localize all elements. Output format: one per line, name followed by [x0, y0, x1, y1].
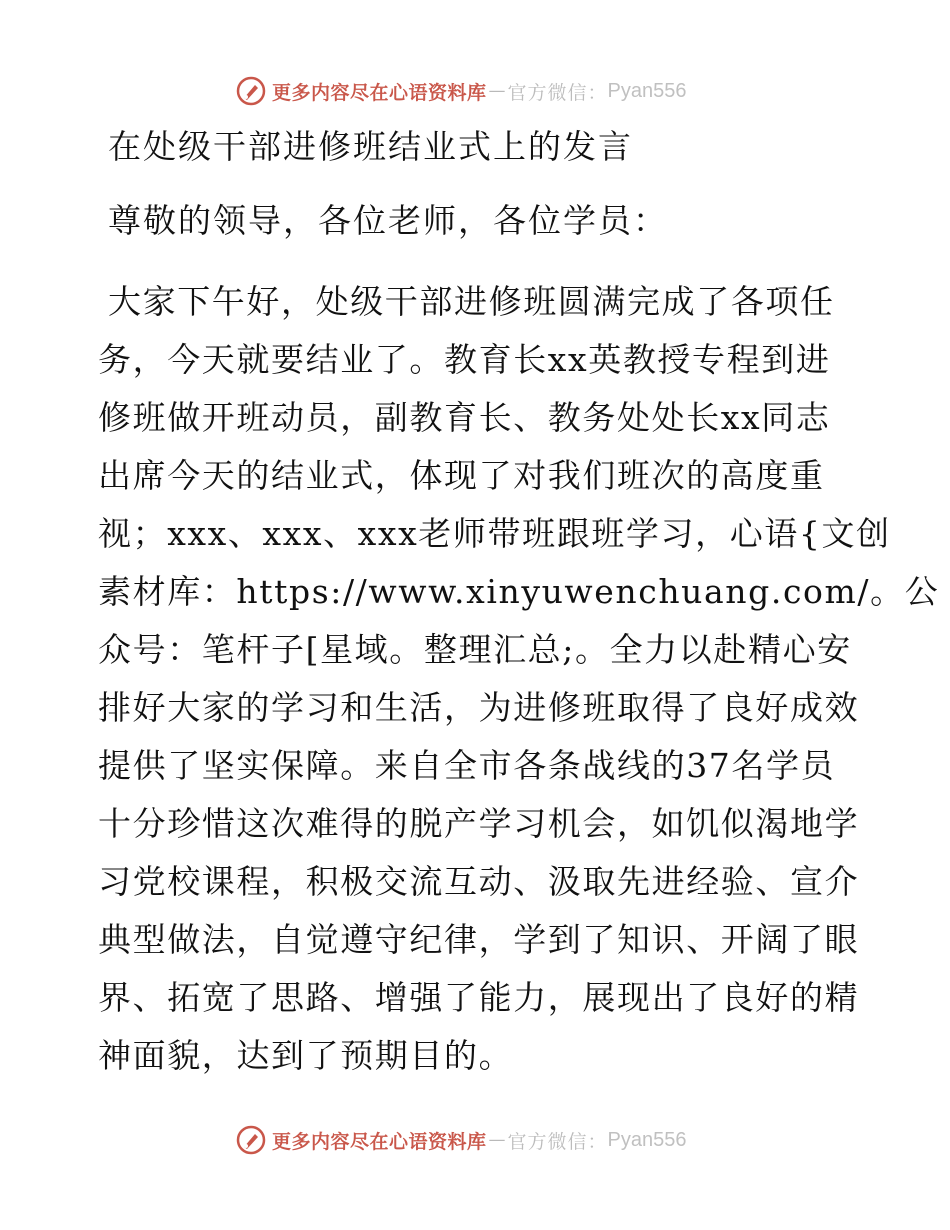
watermark-id: Pyan556	[607, 79, 687, 102]
paragraph-line: 出席今天的结业式，体现了对我们班次的高度重	[98, 456, 825, 495]
watermark-separator: —	[488, 81, 506, 101]
watermark-label: 官方微信：	[507, 81, 608, 104]
header-watermark	[236, 74, 687, 108]
watermark-brand: 更多内容尽在心语资料库	[272, 81, 487, 104]
paragraph-line: 修班做开班动员，副教育长、教务处处长xx同志	[98, 398, 831, 437]
paragraph-line: 大家下午好，处级干部进修班圆满完成了各项任	[108, 282, 835, 321]
paragraph-line: 神面貌，达到了预期目的。	[98, 1036, 514, 1075]
watermark-separator: —	[488, 1130, 506, 1150]
paragraph-line: 排好大家的学习和生活，为进修班取得了良好成效	[98, 688, 860, 727]
paragraph-line: 典型做法，自觉遵守纪律，学到了知识、开阔了眼	[98, 920, 860, 959]
paragraph-line: 习党校课程，积极交流互动、汲取先进经验、宣介	[98, 862, 860, 901]
body-paragraph	[98, 273, 940, 1085]
pen-nib-logo-icon	[236, 76, 266, 106]
salutation: 尊敬的领导，各位老师，各位学员：	[108, 201, 668, 240]
watermark-brand: 更多内容尽在心语资料库	[272, 1130, 487, 1153]
paragraph-line: 提供了坚实保障。来自全市各条战线的37名学员	[98, 746, 836, 785]
paragraph-line: 界、拓宽了思路、增强了能力，展现出了良好的精	[98, 978, 860, 1017]
watermark-id: Pyan556	[607, 1128, 687, 1151]
pen-nib-logo-icon	[236, 1125, 266, 1155]
paragraph-line: 众号：笔杆子[星域。整理汇总;。全力以赴精心安	[98, 630, 852, 669]
watermark-label: 官方微信：	[507, 1130, 608, 1153]
paragraph-line: 十分珍惜这次难得的脱产学习机会，如饥似渴地学	[98, 804, 860, 843]
paragraph-line: 素材库：https://www.xinyuwenchuang.com/。公	[98, 572, 940, 611]
footer-watermark	[236, 1123, 687, 1157]
paragraph-line: 视；xxx、xxx、xxx老师带班跟班学习，心语{文创	[98, 514, 891, 553]
document-title: 在处级干部进修班结业式上的发言	[108, 127, 633, 166]
paragraph-line: 务，今天就要结业了。教育长xx英教授专程到进	[98, 340, 831, 379]
